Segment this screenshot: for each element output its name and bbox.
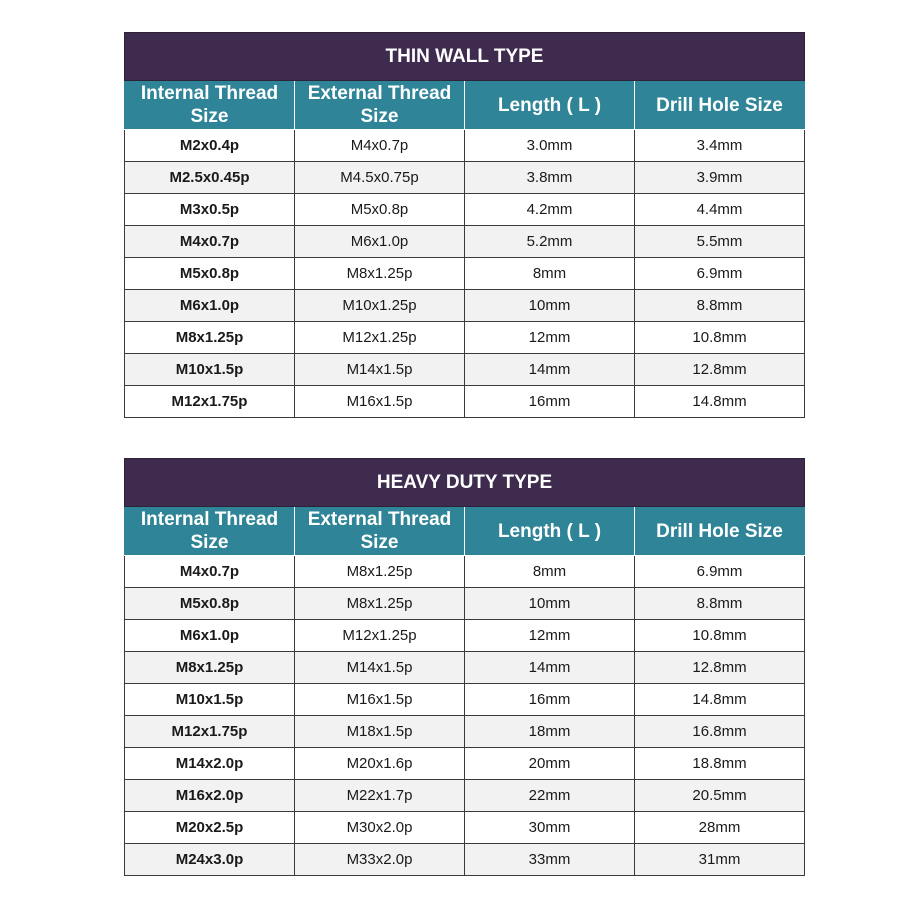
column-header: Drill Hole Size bbox=[635, 507, 805, 556]
internal-thread-cell: M10x1.5p bbox=[125, 354, 295, 386]
internal-thread-cell: M12x1.75p bbox=[125, 716, 295, 748]
table-row bbox=[125, 226, 805, 258]
table-title: HEAVY DUTY TYPE bbox=[125, 459, 805, 507]
table-row bbox=[125, 812, 805, 844]
length-cell: 10mm bbox=[465, 588, 635, 620]
internal-thread-cell: M5x0.8p bbox=[125, 588, 295, 620]
length-cell: 18mm bbox=[465, 716, 635, 748]
drill-hole-cell: 5.5mm bbox=[635, 226, 805, 258]
external-thread-cell: M8x1.25p bbox=[295, 556, 465, 588]
thin-wall-table bbox=[124, 32, 805, 418]
table-row bbox=[125, 162, 805, 194]
external-thread-cell: M14x1.5p bbox=[295, 652, 465, 684]
length-cell: 5.2mm bbox=[465, 226, 635, 258]
internal-thread-cell: M20x2.5p bbox=[125, 812, 295, 844]
external-thread-cell: M22x1.7p bbox=[295, 780, 465, 812]
table-row bbox=[125, 354, 805, 386]
internal-thread-cell: M4x0.7p bbox=[125, 556, 295, 588]
external-thread-cell: M16x1.5p bbox=[295, 684, 465, 716]
length-cell: 30mm bbox=[465, 812, 635, 844]
drill-hole-cell: 14.8mm bbox=[635, 386, 805, 418]
length-cell: 14mm bbox=[465, 354, 635, 386]
external-thread-cell: M30x2.0p bbox=[295, 812, 465, 844]
table-row bbox=[125, 684, 805, 716]
length-cell: 3.0mm bbox=[465, 130, 635, 162]
column-header: Drill Hole Size bbox=[635, 81, 805, 130]
table-row bbox=[125, 290, 805, 322]
column-header: Internal Thread Size bbox=[125, 507, 295, 556]
length-cell: 3.8mm bbox=[465, 162, 635, 194]
length-cell: 20mm bbox=[465, 748, 635, 780]
external-thread-cell: M8x1.25p bbox=[295, 258, 465, 290]
column-header: Length ( L ) bbox=[465, 507, 635, 556]
internal-thread-cell: M5x0.8p bbox=[125, 258, 295, 290]
drill-hole-cell: 20.5mm bbox=[635, 780, 805, 812]
drill-hole-cell: 6.9mm bbox=[635, 258, 805, 290]
drill-hole-cell: 3.4mm bbox=[635, 130, 805, 162]
external-thread-cell: M20x1.6p bbox=[295, 748, 465, 780]
length-cell: 8mm bbox=[465, 556, 635, 588]
external-thread-cell: M5x0.8p bbox=[295, 194, 465, 226]
internal-thread-cell: M16x2.0p bbox=[125, 780, 295, 812]
table-row bbox=[125, 194, 805, 226]
table-row bbox=[125, 588, 805, 620]
drill-hole-cell: 4.4mm bbox=[635, 194, 805, 226]
table-row bbox=[125, 716, 805, 748]
drill-hole-cell: 10.8mm bbox=[635, 322, 805, 354]
drill-hole-cell: 14.8mm bbox=[635, 684, 805, 716]
drill-hole-cell: 12.8mm bbox=[635, 354, 805, 386]
external-thread-cell: M10x1.25p bbox=[295, 290, 465, 322]
length-cell: 12mm bbox=[465, 620, 635, 652]
drill-hole-cell: 10.8mm bbox=[635, 620, 805, 652]
table-row bbox=[125, 386, 805, 418]
external-thread-cell: M16x1.5p bbox=[295, 386, 465, 418]
drill-hole-cell: 6.9mm bbox=[635, 556, 805, 588]
internal-thread-cell: M8x1.25p bbox=[125, 322, 295, 354]
external-thread-cell: M18x1.5p bbox=[295, 716, 465, 748]
internal-thread-cell: M8x1.25p bbox=[125, 652, 295, 684]
table-row bbox=[125, 130, 805, 162]
external-thread-cell: M8x1.25p bbox=[295, 588, 465, 620]
internal-thread-cell: M14x2.0p bbox=[125, 748, 295, 780]
length-cell: 4.2mm bbox=[465, 194, 635, 226]
drill-hole-cell: 31mm bbox=[635, 844, 805, 876]
drill-hole-cell: 8.8mm bbox=[635, 290, 805, 322]
column-header: External Thread Size bbox=[295, 507, 465, 556]
external-thread-cell: M14x1.5p bbox=[295, 354, 465, 386]
length-cell: 16mm bbox=[465, 386, 635, 418]
drill-hole-cell: 8.8mm bbox=[635, 588, 805, 620]
column-header: External Thread Size bbox=[295, 81, 465, 130]
drill-hole-cell: 28mm bbox=[635, 812, 805, 844]
internal-thread-cell: M10x1.5p bbox=[125, 684, 295, 716]
table-row bbox=[125, 620, 805, 652]
table-row bbox=[125, 556, 805, 588]
column-header: Internal Thread Size bbox=[125, 81, 295, 130]
drill-hole-cell: 18.8mm bbox=[635, 748, 805, 780]
length-cell: 14mm bbox=[465, 652, 635, 684]
external-thread-cell: M4.5x0.75p bbox=[295, 162, 465, 194]
length-cell: 22mm bbox=[465, 780, 635, 812]
drill-hole-cell: 3.9mm bbox=[635, 162, 805, 194]
internal-thread-cell: M2.5x0.45p bbox=[125, 162, 295, 194]
drill-hole-cell: 12.8mm bbox=[635, 652, 805, 684]
internal-thread-cell: M6x1.0p bbox=[125, 290, 295, 322]
internal-thread-cell: M3x0.5p bbox=[125, 194, 295, 226]
external-thread-cell: M33x2.0p bbox=[295, 844, 465, 876]
internal-thread-cell: M6x1.0p bbox=[125, 620, 295, 652]
column-header: Length ( L ) bbox=[465, 81, 635, 130]
length-cell: 10mm bbox=[465, 290, 635, 322]
table-row bbox=[125, 748, 805, 780]
table-row bbox=[125, 258, 805, 290]
drill-hole-cell: 16.8mm bbox=[635, 716, 805, 748]
length-cell: 8mm bbox=[465, 258, 635, 290]
internal-thread-cell: M4x0.7p bbox=[125, 226, 295, 258]
length-cell: 33mm bbox=[465, 844, 635, 876]
table-row bbox=[125, 844, 805, 876]
external-thread-cell: M6x1.0p bbox=[295, 226, 465, 258]
internal-thread-cell: M2x0.4p bbox=[125, 130, 295, 162]
external-thread-cell: M12x1.25p bbox=[295, 322, 465, 354]
internal-thread-cell: M24x3.0p bbox=[125, 844, 295, 876]
length-cell: 12mm bbox=[465, 322, 635, 354]
table-row bbox=[125, 780, 805, 812]
table-row bbox=[125, 652, 805, 684]
length-cell: 16mm bbox=[465, 684, 635, 716]
external-thread-cell: M12x1.25p bbox=[295, 620, 465, 652]
heavy-duty-table bbox=[124, 458, 805, 876]
table-row bbox=[125, 322, 805, 354]
internal-thread-cell: M12x1.75p bbox=[125, 386, 295, 418]
table-title: THIN WALL TYPE bbox=[125, 33, 805, 81]
external-thread-cell: M4x0.7p bbox=[295, 130, 465, 162]
